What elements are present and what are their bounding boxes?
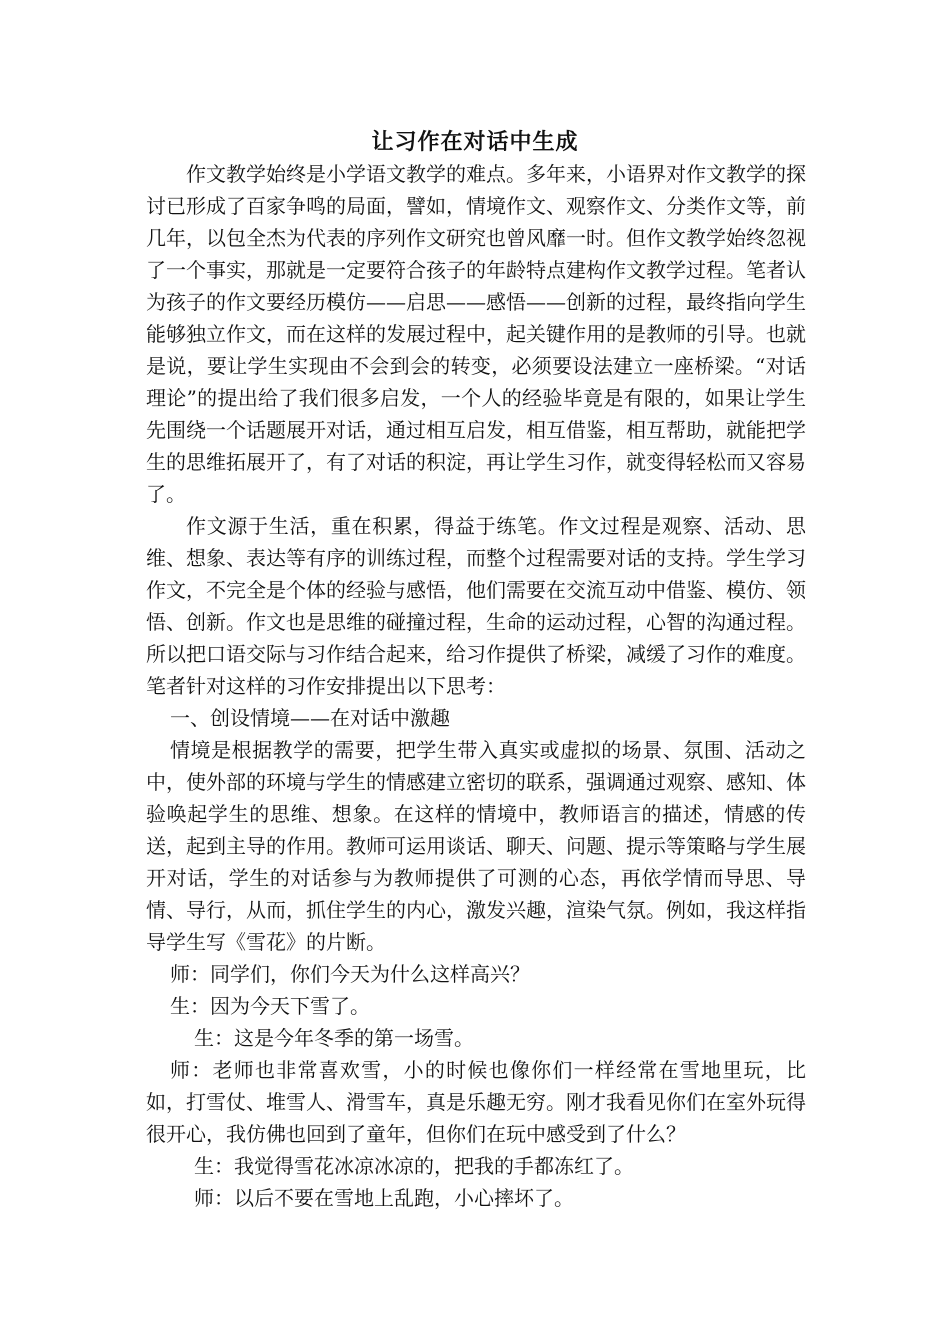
paragraph-intro: 作文教学始终是小学语文教学的难点。多年来，小语界对作文教学的探讨已形成了百家争鸣的局面，譬如，情境作文、观察作文、分类作文等，前几年，以包全杰为代表的序列作文研究也曾风靡一时。但作文教学始终忽视了一个事实，那就是一定要符合孩子的年龄特点建构作文教学过程。笔者认为孩子的作文要经历模仿——启思——感悟——创新的过程，最终指向学生能够独立作文，而在这样的发展过程中，起关键作用的是教师的引导。也就是说，要让学生实现由不会到会的转变，必须要设法建立一座桥梁。“对话理论”的提出给了我们很多启发，一个人的经验毕竟是有限的，如果让学生先围绕一个话题展开对话，通过相互启发，相互借鉴，相互帮助，就能把学生的思维拓展开了，有了对话的积淀，再让学生习作，就变得轻松而又容易了。 <box>146 162 806 506</box>
dialogue-line: 师：老师也非常喜欢雪，小的时候也像你们一样经常在雪地里玩，比如，打雪仗、堆雪人、滑雪车，真是乐趣无穷。刚才我看见你们在室外玩得很开心，我仿佛也回到了童年，但你们在玩中感受到了什么？ <box>146 1058 806 1146</box>
paragraph-source: 作文源于生活，重在积累，得益于练笔。作文过程是观察、活动、思维、想象、表达等有序的训练过程，而整个过程需要对话的支持。学生学习作文，不完全是个体的经验与感悟，他们需要在交流互动中借鉴、模仿、领悟、创新。作文也是思维的碰撞过程，生命的运动过程，心智的沟通过程。所以把口语交际与习作结合起来，给习作提供了桥梁，减缓了习作的难度。笔者针对这样的习作安排提出以下思考： <box>146 514 806 698</box>
document-title: 让习作在对话中生成 <box>371 129 579 155</box>
section-heading: 一、创设情境——在对话中激趣 <box>170 706 450 730</box>
dialogue-line: 师：以后不要在雪地上乱跑，小心摔坏了。 <box>194 1186 574 1210</box>
dialogue-line: 生：这是今年冬季的第一场雪。 <box>194 1026 474 1050</box>
dialogue-line: 生：因为今天下雪了。 <box>170 994 370 1018</box>
dialogue-line: 生：我觉得雪花冰凉冰凉的，把我的手都冻红了。 <box>194 1154 634 1178</box>
dialogue-line: 师：同学们，你们今天为什么这样高兴？ <box>170 962 530 986</box>
paragraph-situation: 情境是根据教学的需要，把学生带入真实或虚拟的场景、氛围、活动之中，使外部的环境与学生的情感建立密切的联系，强调通过观察、感知、体验唤起学生的思维、想象。在这样的情境中，教师语言的描述，情感的传送，起到主导的作用。教师可运用谈话、聊天、问题、提示等策略与学生展开对话，学生的对话参与为教师提供了可测的心态，再依学情而导思、导情、导行，从而，抓住学生的内心，激发兴趣，渲染气氛。例如，我这样指导学生写《雪花》的片断。 <box>146 738 806 954</box>
